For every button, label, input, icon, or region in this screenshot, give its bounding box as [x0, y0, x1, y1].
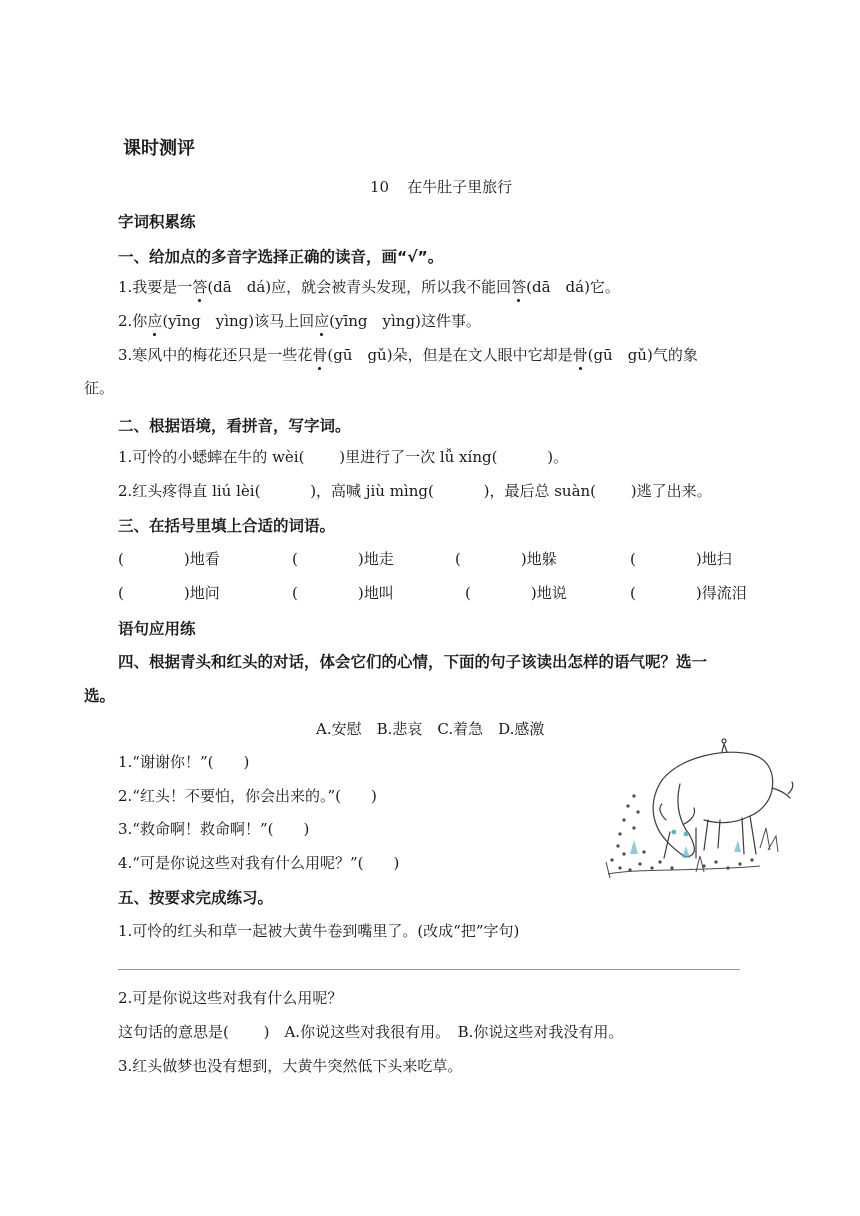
q1-item-1-text-c: (dā dá)它。: [526, 278, 620, 296]
cow-grazing-illustration: [600, 728, 800, 880]
q5-item-3: 3.红头做梦也没有想到，大黄牛突然低下头来吃草。: [118, 1057, 463, 1075]
part-title-sentence: 语句应用练: [118, 620, 196, 638]
q4-title-wrap: 选。: [84, 687, 116, 705]
q1-item-3-wrap: 征。: [84, 379, 115, 397]
q1-item-3: [118, 344, 698, 365]
q5-title: 五、按要求完成练习。: [118, 889, 274, 907]
q3-blank: ( )地说: [465, 584, 567, 602]
lesson-title: 在牛肚子里旅行: [407, 178, 513, 196]
q5-item-1: 1.可怜的红头和草一起被大黄牛卷到嘴里了。(改成“把”字句): [118, 922, 520, 940]
q4-item: 3.“救命啊！救命啊！”( ): [118, 820, 310, 838]
q1-title: 一、给加点的多音字选择正确的读音，画“√”。: [118, 248, 444, 266]
q4-title: 四、根据青头和红头的对话，体会它们的心情，下面的句子该读出怎样的语气呢？选一: [118, 653, 708, 671]
section-label: 课时测评: [123, 138, 195, 159]
dotted-char: 骨: [312, 346, 328, 364]
dotted-char: 应: [314, 312, 330, 330]
part-title-vocab: 字词积累练: [118, 213, 196, 231]
q1-item-3-text-c: (gū gǔ)气的象: [587, 346, 698, 364]
q4-item: 2.“红头！不要怕，你会出来的。”( ): [118, 787, 377, 805]
q3-blank: ( )地扫: [630, 550, 732, 568]
q1-item-1-text-a: 1.我要是一: [118, 278, 193, 296]
q1-item-2-text-b: (yīng yìng)该马上回: [162, 312, 315, 330]
q4-item: 1.“谢谢你！”( ): [118, 753, 250, 771]
q1-item-2: [118, 310, 481, 331]
q5-item-2: 2.可是你说这些对我有什么用呢？: [118, 989, 343, 1007]
q1-item-2-text-a: 2.你: [118, 312, 148, 330]
q3-blank: ( )地躲: [455, 550, 557, 568]
lesson-number: 10: [370, 178, 390, 196]
dotted-char: 骨: [572, 346, 588, 364]
dotted-char: 答: [511, 278, 527, 296]
q4-item: 4.“可是你说这些对我有什么用呢？”( ): [118, 854, 400, 872]
q2-item-1: 1.可怜的小蟋蟀在牛的 wèi( )里进行了一次 lǚ xíng( )。: [118, 448, 569, 466]
q4-options: A.安慰 B.悲哀 C.着急 D.感激: [316, 720, 545, 738]
q2-item-2: 2.红头疼得直 liú lèi( )，高喊 jiù mìng( )，最后总 suàn( )逃了出来。: [118, 482, 712, 500]
q3-blank: ( )地看: [118, 550, 220, 568]
q3-blank: ( )地叫: [292, 584, 394, 602]
q3-blank: ( )得流泪: [630, 584, 747, 602]
q2-title: 二、根据语境，看拼音，写字词。: [118, 417, 351, 435]
dotted-char: 应: [147, 312, 163, 330]
q3-blank: ( )地问: [118, 584, 220, 602]
dotted-char: 答: [192, 278, 208, 296]
q1-item-3-text-a: 3.寒风中的梅花还只是一些花: [118, 346, 313, 364]
q3-blank: ( )地走: [292, 550, 394, 568]
answer-line[interactable]: [118, 969, 740, 970]
lesson-heading: [370, 176, 512, 197]
q1-item-2-text-c: (yīng yìng)这件事。: [329, 312, 481, 330]
q5-item-2-choices: 这句话的意思是( ) A.你说这些对我很有用。 B.你说这些对我没有用。: [118, 1023, 624, 1041]
q1-item-1: [118, 276, 620, 297]
q3-title: 三、在括号里填上合适的词语。: [118, 517, 336, 535]
q1-item-3-text-b: (gū gǔ)朵，但是在文人眼中它却是: [327, 346, 573, 364]
q1-item-1-text-b: (dā dá)应，就会被青头发现，所以我不能回: [207, 278, 512, 296]
